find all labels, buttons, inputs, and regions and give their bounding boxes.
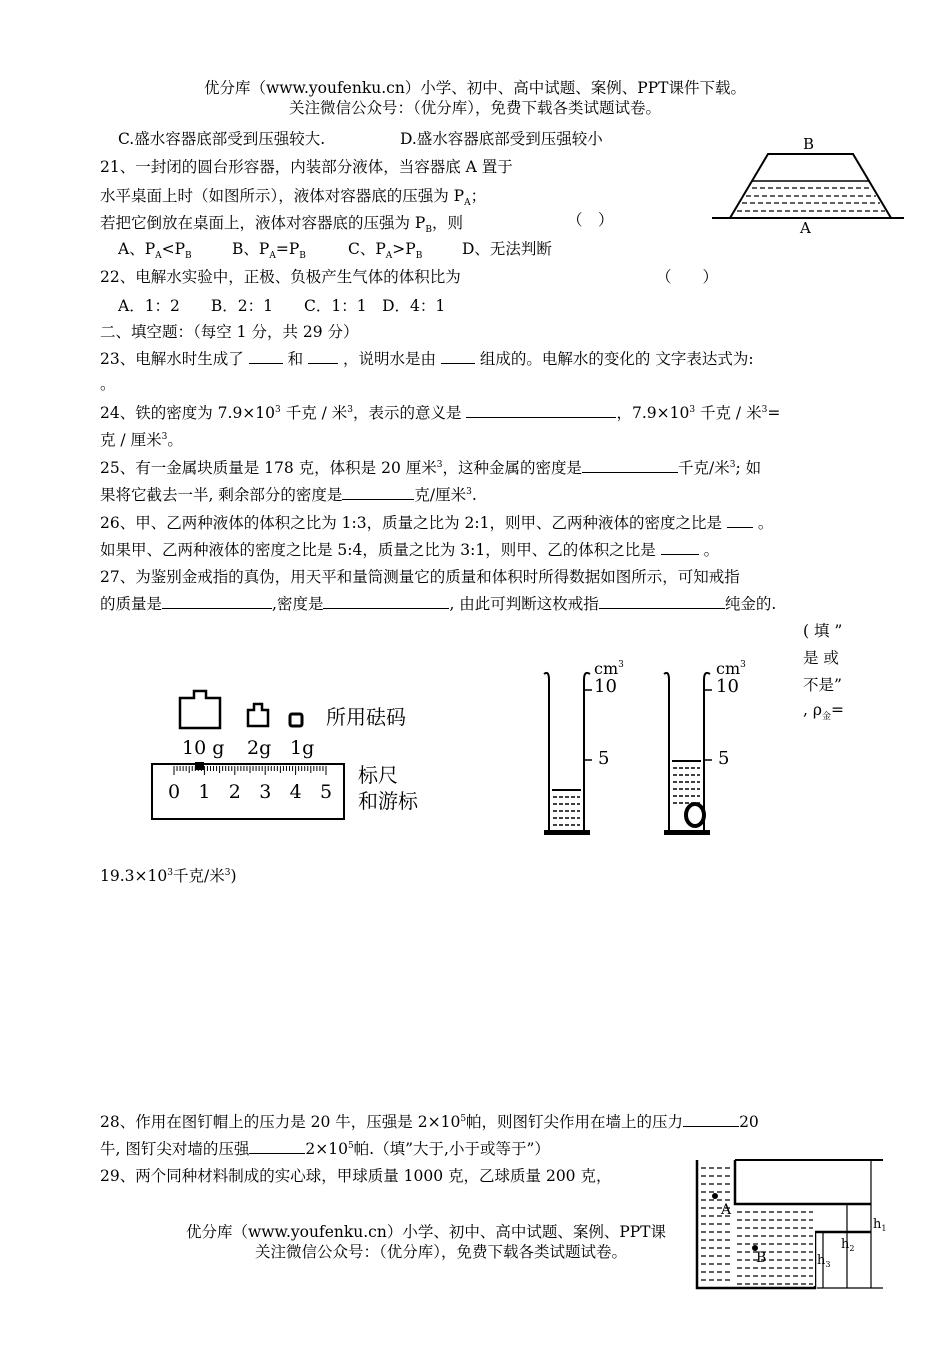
q27-line-2: 的质量是 ,密度是 , 由此可判断这枚戒指 纯金的.: [100, 595, 777, 613]
ruler-tick-label: 2: [228, 781, 241, 803]
weight-2g-label: 2g: [247, 737, 272, 759]
q26-line-2: 如果甲、乙两种液体的密度之比是 5:4，质量之比为 3:1，则甲、乙的体积之比是 。: [100, 541, 720, 559]
q26-line-1: 26、甲、乙两种液体的体积之比为 1:3，质量之比为 2:1，则甲、乙两种液体的密度之比是 。: [100, 514, 774, 532]
left-mark-10: 10: [594, 676, 617, 697]
point-b-label: B: [756, 1250, 767, 1266]
weight-1g-label: 1g: [290, 737, 315, 759]
q22-answer-paren: （ ）: [656, 268, 719, 286]
q21-line-1: 21、一封闭的圆台形容器，内装部分液体，当容器底 A 置于: [100, 158, 513, 176]
q23-blank-2[interactable]: [308, 349, 338, 364]
q27-line-1: 27、为鉴别金戒指的真伪，用天平和量筒测量它的质量和体积时所得数据如图所示，可知戒指: [100, 568, 740, 586]
right-unit-label: $cm^3$: [716, 659, 746, 678]
figure-label-bottom: A: [800, 219, 811, 236]
cylinder-left: [544, 659, 624, 835]
ruler-label-1: 标尺: [358, 763, 398, 787]
weights-and-rider-figure: [140, 680, 440, 825]
q29-line-1: 29、两个同种材料制成的实心球，甲球质量 1000 克，乙球质量 200 克，: [100, 1167, 612, 1185]
ruler-tick-label: 1: [198, 781, 211, 803]
ruler-tick-label: 4: [289, 781, 302, 803]
q20-option-c: C.盛水容器底部受到压强较大.: [118, 130, 326, 148]
ruler-tick-label: 5: [320, 781, 333, 803]
stepped-container-figure: [693, 1158, 888, 1292]
q27-blank-density[interactable]: [323, 594, 449, 609]
section-2-title: 二、填空题：（每空 1 分，共 29 分）: [100, 323, 359, 341]
q23-line-2: 。: [100, 375, 116, 393]
q27-blank-verdict[interactable]: [599, 594, 725, 609]
frustum-container-figure: [708, 136, 908, 236]
q23-blank-3[interactable]: [441, 349, 475, 364]
ring-icon: [686, 804, 704, 826]
weight-1g-icon: [290, 714, 302, 726]
q27-blank-mass[interactable]: [162, 594, 272, 609]
header-line-2: 关注微信公众号：（优分库），免费下载各类试题试卷。: [288, 99, 661, 117]
q25-line-2: 果将它截去一半, 剩余部分的密度是 克/厘米$^3$.: [100, 486, 477, 504]
weight-10g-icon: [180, 691, 220, 728]
q25-blank-2[interactable]: [342, 485, 414, 500]
q25-line-1: 25、有一金属块质量是 178 克，体积是 20 厘米$^3$，这种金属的密度是 千克/米$^3$; 如: [100, 459, 762, 477]
header-line-1: 优分库（www.youfenku.cn）小学、初中、高中试题、案例、PPT课件下载。: [203, 79, 747, 97]
q21-option-c: C、$P_A>P_B$: [348, 240, 423, 262]
right-mark-5: 5: [718, 748, 730, 769]
q22-options: A．1：2 B．2：1 C．1：1 D．4：1: [118, 297, 446, 315]
q24-blank-1[interactable]: [466, 403, 616, 418]
footer-line-1: 优分库（www.youfenku.cn）小学、初中、高中试题、案例、PPT课: [186, 1223, 667, 1241]
weight-2g-icon: [248, 704, 268, 726]
q21-answer-paren: （ ）: [567, 211, 614, 229]
q22-line-1: 22、电解水实验中，正极、负极产生气体的体积比为: [100, 268, 461, 286]
q27-side-1: ( 填 ”: [803, 622, 843, 640]
q28-blank-1[interactable]: [683, 1112, 739, 1127]
frustum-outline: [730, 154, 891, 218]
q28-blank-2[interactable]: [249, 1139, 305, 1154]
point-a-label: A: [721, 1202, 732, 1218]
liquid-hatch: [737, 188, 885, 211]
q21-line-3: 若把它倒放在桌面上，液体对容器底的压强为 $P_B$，则: [100, 214, 463, 236]
rider-icon: [195, 762, 204, 770]
q28-line-1: 28、作用在图钉帽上的压力是 20 牛，压强是 $2\times 10^5$帕，则图钉尖作用在墙上的压力 20: [100, 1113, 759, 1131]
q28-line-2: 牛, 图钉尖对墙的压强 $2\times 10^5$帕.（填”大于,小于或等于”）: [100, 1140, 550, 1158]
q21-option-b: B、$P_A=P_B$: [232, 240, 306, 262]
q24-line-1: 24、铁的密度为 $7.9\times 10^3$ 千克 / 米$^3$，表示的意义是 ，$7.9\times 10^3$ 千克 / 米$^3$=: [100, 404, 781, 422]
ruler-tick-label: 0: [168, 781, 181, 803]
q21-line-2: 水平桌面上时（如图所示），液体对容器底的压强为 $P_A$；: [100, 187, 487, 209]
q27-side-4: , $\rho_金=$: [803, 701, 844, 723]
ruler-tick-label: 3: [259, 781, 272, 803]
cylinder-right: [664, 659, 746, 835]
right-mark-10: 10: [716, 676, 739, 697]
footer-line-2: 关注微信公众号：（优分库），免费下载各类试题试卷。: [255, 1243, 628, 1261]
graduated-cylinders-figure: [540, 650, 800, 840]
q21-option-a: A、$P_A<P_B$: [118, 240, 192, 262]
q25-blank-1[interactable]: [582, 458, 678, 473]
q27-gold-density: $19.3\times 10^3$千克/米$^3$): [100, 867, 237, 885]
point-a-icon: [712, 1193, 718, 1199]
q26-blank-1[interactable]: [727, 513, 753, 528]
q26-blank-2[interactable]: [661, 540, 699, 555]
h2-label: $h_2$: [841, 1237, 855, 1253]
left-mark-5: 5: [598, 748, 610, 769]
h1-label: $h_1$: [873, 1217, 887, 1233]
left-unit-label: $cm^3$: [594, 659, 624, 678]
ruler-frame: [152, 764, 344, 819]
ruler-label-2: 和游标: [358, 789, 418, 813]
figure-label-top: B: [803, 136, 815, 153]
q27-side-2: 是 或: [803, 649, 839, 667]
q23-blank-1[interactable]: [249, 349, 283, 364]
q23-line-1: 23、电解水时生成了 和 ，说明水是由 组成的。电解水的变化的 文字表达式为:: [100, 350, 754, 368]
q24-line-2: 克 / 厘米$^3$。: [100, 431, 183, 449]
q27-side-3: 不是”: [803, 676, 842, 694]
weights-label: 所用砝码: [326, 705, 406, 729]
weight-10g-label: 10 g: [182, 737, 225, 759]
q20-option-d: D.盛水容器底部受到压强较小: [400, 130, 603, 148]
q21-option-d: D、无法判断: [462, 240, 552, 258]
h3-label: $h_3$: [817, 1253, 831, 1269]
